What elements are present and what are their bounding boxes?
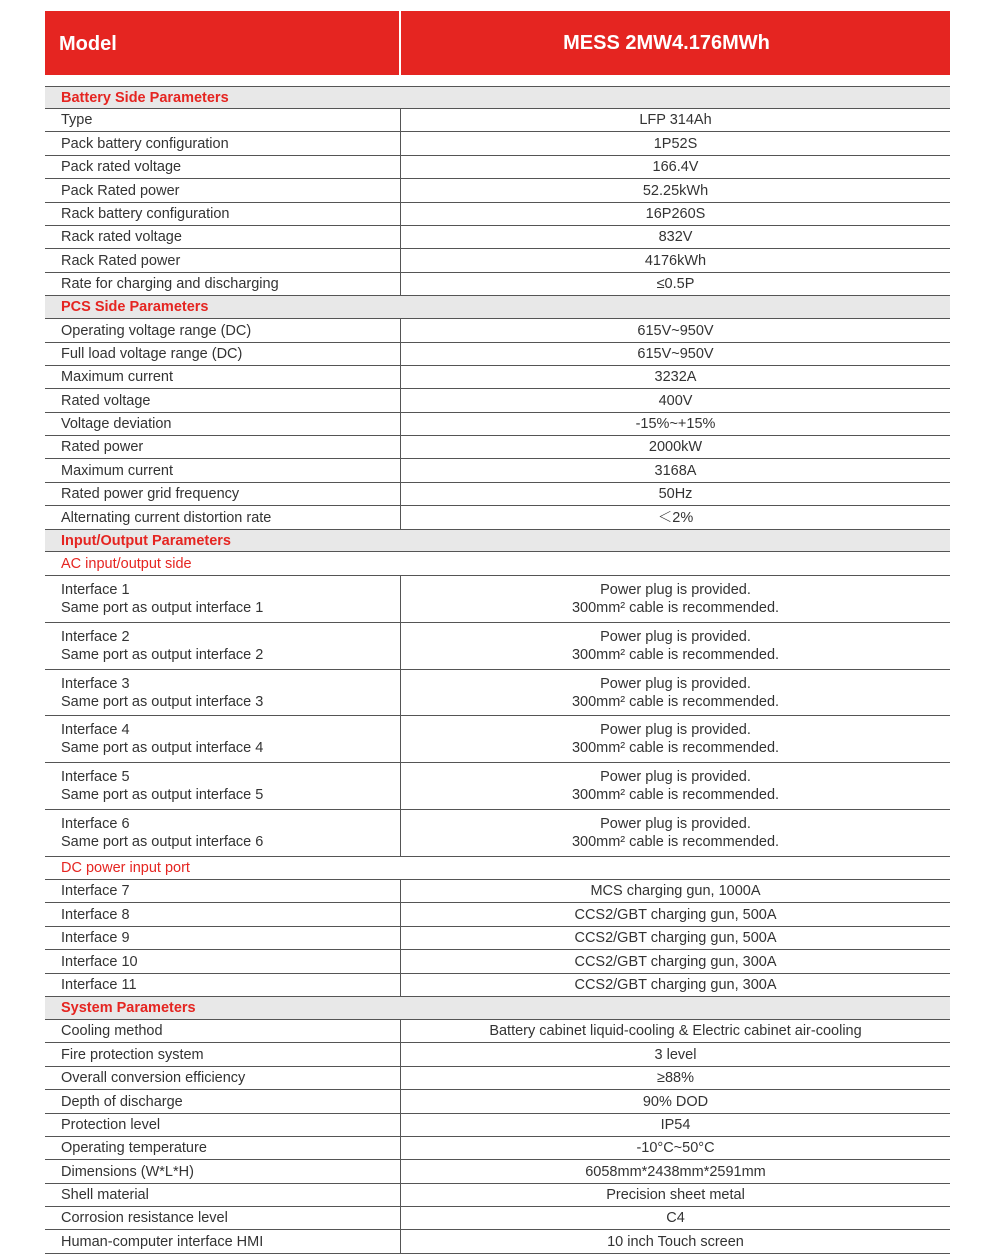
param-name-text: Depth of discharge [61,1093,183,1110]
table-row [45,319,950,343]
param-name-text: Shell material [61,1187,149,1203]
param-value-line: Power plug is provided. [600,582,751,598]
table-row [45,249,950,273]
param-value [400,203,950,225]
param-name-text: Rack Rated power [61,252,181,269]
param-name [45,156,400,178]
param-name [45,903,400,926]
param-value-text: -10°C~50°C [636,1140,715,1156]
param-name [45,436,400,458]
section-title: PCS Side Parameters [45,296,950,319]
param-value [400,950,950,973]
param-value [400,436,950,458]
table-row [45,1090,950,1114]
param-value-text: CCS2/GBT charging gun, 300A [574,953,777,970]
param-name-text: Rated power grid frequency [61,486,240,502]
param-value-text: 1P52S [653,135,698,152]
param-name [45,974,400,996]
param-value-line: Power plug is provided. [600,722,751,738]
table-row [45,927,950,950]
param-value-text: 3168A [654,462,697,479]
param-name-line: Same port as output interface 1 [61,600,264,616]
param-name-line: Same port as output interface 2 [61,647,264,663]
table-row [45,1230,950,1254]
param-value [400,576,950,622]
param-name-text: Pack rated voltage [61,159,182,175]
table-row [45,974,950,997]
param-value [400,974,950,996]
table-row [45,1020,950,1043]
param-name [45,226,400,248]
table-row [45,109,950,132]
param-value-line: 300mm² cable is recommended. [571,600,780,616]
param-name [45,203,400,225]
param-value [400,810,950,856]
param-name-line: Same port as output interface 4 [61,740,264,756]
param-value-text: MCS charging gun, 1000A [590,883,761,899]
param-name-line: Same port as output interface 3 [61,693,264,710]
param-value-text: 3 level [654,1046,697,1063]
param-name-text: Interface 7 [61,883,130,899]
param-name-text: Operating temperature [61,1140,207,1156]
param-name-text: Pack Rated power [61,182,180,199]
param-value [400,1043,950,1066]
param-value [400,1207,950,1229]
param-value [400,273,950,295]
param-name [45,389,400,412]
param-value-text: 6058mm*2438mm*2591mm [585,1163,766,1180]
param-value [400,249,950,272]
param-name-text: Type [61,112,93,128]
param-value-text: 2000kW [648,439,703,455]
param-value-text: 52.25kWh [642,182,709,199]
param-name [45,343,400,365]
param-value [400,459,950,482]
param-value-text: ≤0.5P [656,276,695,292]
param-value-text: CCS2/GBT charging gun, 300A [574,977,777,993]
table-row [45,132,950,156]
param-name-text: Cooling method [61,1023,163,1039]
table-row [45,343,950,366]
param-name-line: Interface 5 [61,769,130,785]
table-row [45,1207,950,1230]
param-value-text: -15%~+15% [635,416,716,432]
param-value [400,1020,950,1042]
param-value-text: C4 [666,1210,685,1226]
param-value [400,1090,950,1113]
param-value [400,366,950,388]
table-row [45,156,950,179]
param-value [400,1160,950,1183]
param-name-text: Operating voltage range (DC) [61,322,252,339]
param-name-text: Protection level [61,1117,161,1133]
param-value [400,319,950,342]
param-value-line: Power plug is provided. [600,629,751,645]
param-name [45,109,400,131]
param-value [400,623,950,669]
param-value [400,1184,950,1206]
param-name-line: Interface 2 [61,629,130,645]
table-row [45,903,950,927]
param-value-text: 50Hz [658,486,693,502]
param-value-text: 400V [658,392,693,409]
param-name-text: Rated voltage [61,392,151,409]
param-name [45,459,400,482]
param-value [400,716,950,762]
param-value-text: ≥88% [657,1070,694,1086]
param-value [400,109,950,131]
param-value [400,156,950,178]
param-value-line: 300mm² cable is recommended. [571,834,780,850]
param-name [45,132,400,155]
param-value [400,389,950,412]
param-value-text: CCS2/GBT charging gun, 500A [574,930,777,946]
param-value [400,1114,950,1136]
param-name-line: Interface 1 [61,582,130,598]
param-value-line: 300mm² cable is recommended. [571,647,780,663]
table-row [45,950,950,974]
section-title: System Parameters [45,997,950,1020]
param-value-line: 300mm² cable is recommended. [571,740,780,756]
table-row [45,179,950,203]
param-name [45,1114,400,1136]
table-body [45,86,950,1254]
param-name-text: Voltage deviation [61,416,172,432]
param-name [45,1020,400,1042]
table-row [45,483,950,506]
param-value-line: 300mm² cable is recommended. [571,693,780,710]
param-name [45,1207,400,1229]
table-row [45,716,950,763]
param-name-line: Same port as output interface 5 [61,787,264,803]
table-row [45,810,950,857]
param-value [400,1137,950,1159]
table-row [45,226,950,249]
table-row [45,1114,950,1137]
param-value-line: Power plug is provided. [600,769,751,785]
param-value-text: Battery cabinet liquid-cooling & Electric cabinet air-cooling [489,1023,862,1039]
param-name-text: Interface 8 [61,906,130,923]
table-row [45,413,950,436]
param-value-text: 166.4V [652,159,699,175]
param-value [400,903,950,926]
param-name-text: Full load voltage range (DC) [61,346,243,362]
param-name [45,319,400,342]
param-value-text: 4176kWh [644,252,707,269]
param-value [400,413,950,435]
param-name [45,249,400,272]
table-row [45,1160,950,1184]
param-name [45,950,400,973]
subsection-title: AC input/output side [45,552,950,576]
table-header [45,11,950,75]
param-name [45,1043,400,1066]
model-label: Model [59,32,117,55]
param-name [45,1067,400,1089]
param-name-text: Maximum current [61,369,173,385]
param-value [400,1230,950,1253]
param-name-text: Interface 10 [61,953,138,970]
param-name [45,366,400,388]
param-name [45,1160,400,1183]
table-row [45,1043,950,1067]
table-row [45,1067,950,1090]
param-value-text: LFP 314Ah [639,112,712,128]
table-row [45,203,950,226]
table-row [45,506,950,530]
param-value-text: 90% DOD [642,1093,709,1110]
param-name-line: Interface 6 [61,816,130,832]
param-name [45,483,400,505]
param-name-line: Interface 4 [61,722,130,738]
param-value [400,1067,950,1089]
param-value-text: ＜2% [657,509,694,526]
param-value [400,670,950,715]
table-row [45,576,950,623]
table-row [45,366,950,389]
section-title: Input/Output Parameters [45,530,950,552]
param-value-text: IP54 [660,1117,691,1133]
param-value-text: Precision sheet metal [606,1187,745,1203]
param-value [400,927,950,949]
param-value-line: Power plug is provided. [600,816,751,832]
param-name-text: Rate for charging and discharging [61,276,279,292]
param-name [45,576,400,622]
table-row [45,459,950,483]
param-name [45,273,400,295]
table-row [45,273,950,296]
param-value [400,226,950,248]
param-name [45,670,400,715]
param-value [400,506,950,529]
table-row [45,1184,950,1207]
param-value-line: 300mm² cable is recommended. [571,787,780,803]
param-name [45,810,400,856]
param-value-text: 10 inch Touch screen [607,1233,744,1250]
param-name [45,1090,400,1113]
param-name [45,716,400,762]
spec-table [45,11,950,1254]
param-value [400,880,950,902]
param-name-line: Interface 3 [61,675,130,692]
param-value-text: 3232A [654,369,697,385]
param-name-text: Human-computer interface HMI [61,1233,264,1250]
subsection-title: DC power input port [45,857,950,880]
param-name-text: Fire protection system [61,1046,204,1063]
param-value [400,343,950,365]
param-name [45,1137,400,1159]
param-value [400,763,950,809]
param-name-line: Same port as output interface 6 [61,834,264,850]
param-name [45,927,400,949]
table-row [45,436,950,459]
table-row [45,880,950,903]
param-name-text: Maximum current [61,462,173,479]
param-name-text: Alternating current distortion rate [61,509,272,526]
param-name [45,506,400,529]
param-value [400,483,950,505]
param-name [45,763,400,809]
param-name [45,623,400,669]
param-value-line: Power plug is provided. [600,675,751,692]
param-value-text: CCS2/GBT charging gun, 500A [574,906,777,923]
param-name-text: Overall conversion efficiency [61,1070,246,1086]
param-name [45,1230,400,1253]
table-row [45,623,950,670]
param-name [45,880,400,902]
param-name [45,1184,400,1206]
param-name-text: Interface 9 [61,930,130,946]
param-value-text: 832V [658,229,693,245]
model-value: MESS 2MW4.176MWh [563,31,770,54]
table-row [45,670,950,716]
param-value-text: 16P260S [645,206,706,222]
param-name-text: Corrosion resistance level [61,1210,228,1226]
param-name-text: Rated power [61,439,144,455]
section-title: Battery Side Parameters [45,86,950,109]
param-value [400,132,950,155]
param-name [45,179,400,202]
param-value-text: 615V~950V [637,346,714,362]
param-name-text: Pack battery configuration [61,135,229,152]
table-row [45,763,950,810]
param-name [45,413,400,435]
param-name-text: Dimensions (W*L*H) [61,1163,194,1180]
table-row [45,1137,950,1160]
param-value [400,179,950,202]
param-name-text: Interface 11 [61,977,137,993]
param-name-text: Rack rated voltage [61,229,182,245]
param-name-text: Rack battery configuration [61,206,230,222]
param-value-text: 615V~950V [637,322,714,339]
table-row [45,389,950,413]
